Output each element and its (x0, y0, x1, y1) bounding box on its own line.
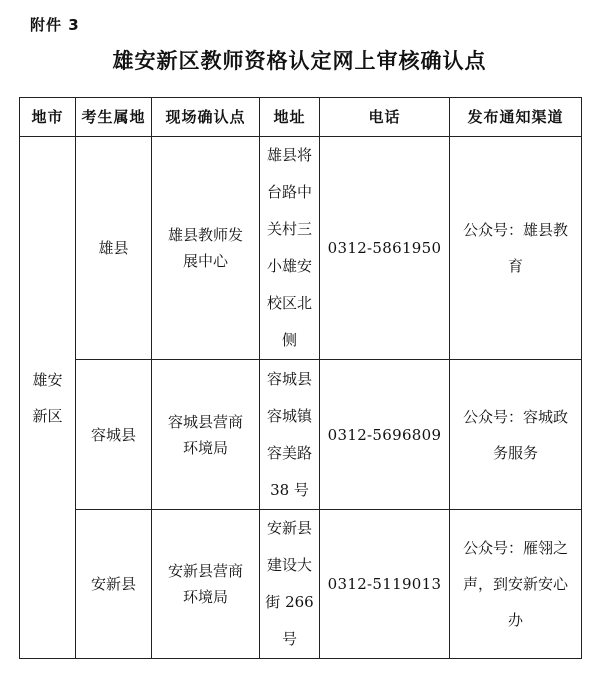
phone-cell (320, 137, 450, 360)
channel-text: 公众号：雄县教育 (462, 221, 568, 275)
phone-text: 0312-5861950 (327, 239, 442, 257)
table-row (20, 510, 582, 659)
address-cell (260, 137, 320, 360)
area-text: 容城县 (90, 425, 136, 444)
document-title: 雄安新区教师资格认定网上审核确认点 (112, 49, 487, 73)
column-header-channel: 发布通知渠道 (450, 98, 582, 137)
place-cell (152, 137, 260, 360)
phone-cell (320, 360, 450, 510)
area-text: 雄县 (98, 239, 129, 257)
channel-text: 公众号：容城政务服务 (462, 407, 568, 462)
address-text: 雄县将台路中关村三小雄安校区北侧 (266, 146, 312, 349)
attachment-label: 附件 3 (30, 16, 80, 34)
place-cell (152, 360, 260, 510)
city-cell (20, 137, 76, 659)
phone-cell (320, 510, 450, 659)
place-text: 容城县营商环境局 (167, 412, 243, 457)
phone-text: 0312-5696809 (327, 425, 442, 444)
column-header-address: 地址 (260, 98, 320, 137)
channel-cell (450, 360, 582, 510)
address-text: 安新县建设大街 266 号 (265, 519, 314, 648)
column-header-area: 考生属地 (76, 98, 152, 137)
place-text: 安新县营商环境局 (167, 562, 243, 606)
phone-text: 0312-5119013 (327, 575, 442, 593)
column-header-phone: 电话 (320, 98, 450, 137)
channel-cell (450, 510, 582, 659)
address-text: 容城县容城镇容美路 38 号 (266, 369, 312, 499)
channel-text: 公众号：雁翎之声，到安新安心办 (462, 539, 568, 629)
column-header-place: 现场确认点 (152, 98, 260, 137)
checkpoint-table (19, 97, 582, 659)
area-cell (76, 510, 152, 659)
place-cell (152, 510, 260, 659)
city-text: 雄安新区 (32, 370, 63, 425)
channel-cell (450, 137, 582, 360)
area-cell (76, 360, 152, 510)
table-row (20, 137, 582, 360)
address-cell (260, 360, 320, 510)
area-text: 安新县 (90, 575, 136, 593)
address-cell (260, 510, 320, 659)
area-cell (76, 137, 152, 360)
place-text: 雄县教师发展中心 (167, 226, 243, 270)
table-header-row (20, 98, 582, 137)
table-row (20, 360, 582, 510)
column-header-city: 地市 (20, 98, 76, 137)
